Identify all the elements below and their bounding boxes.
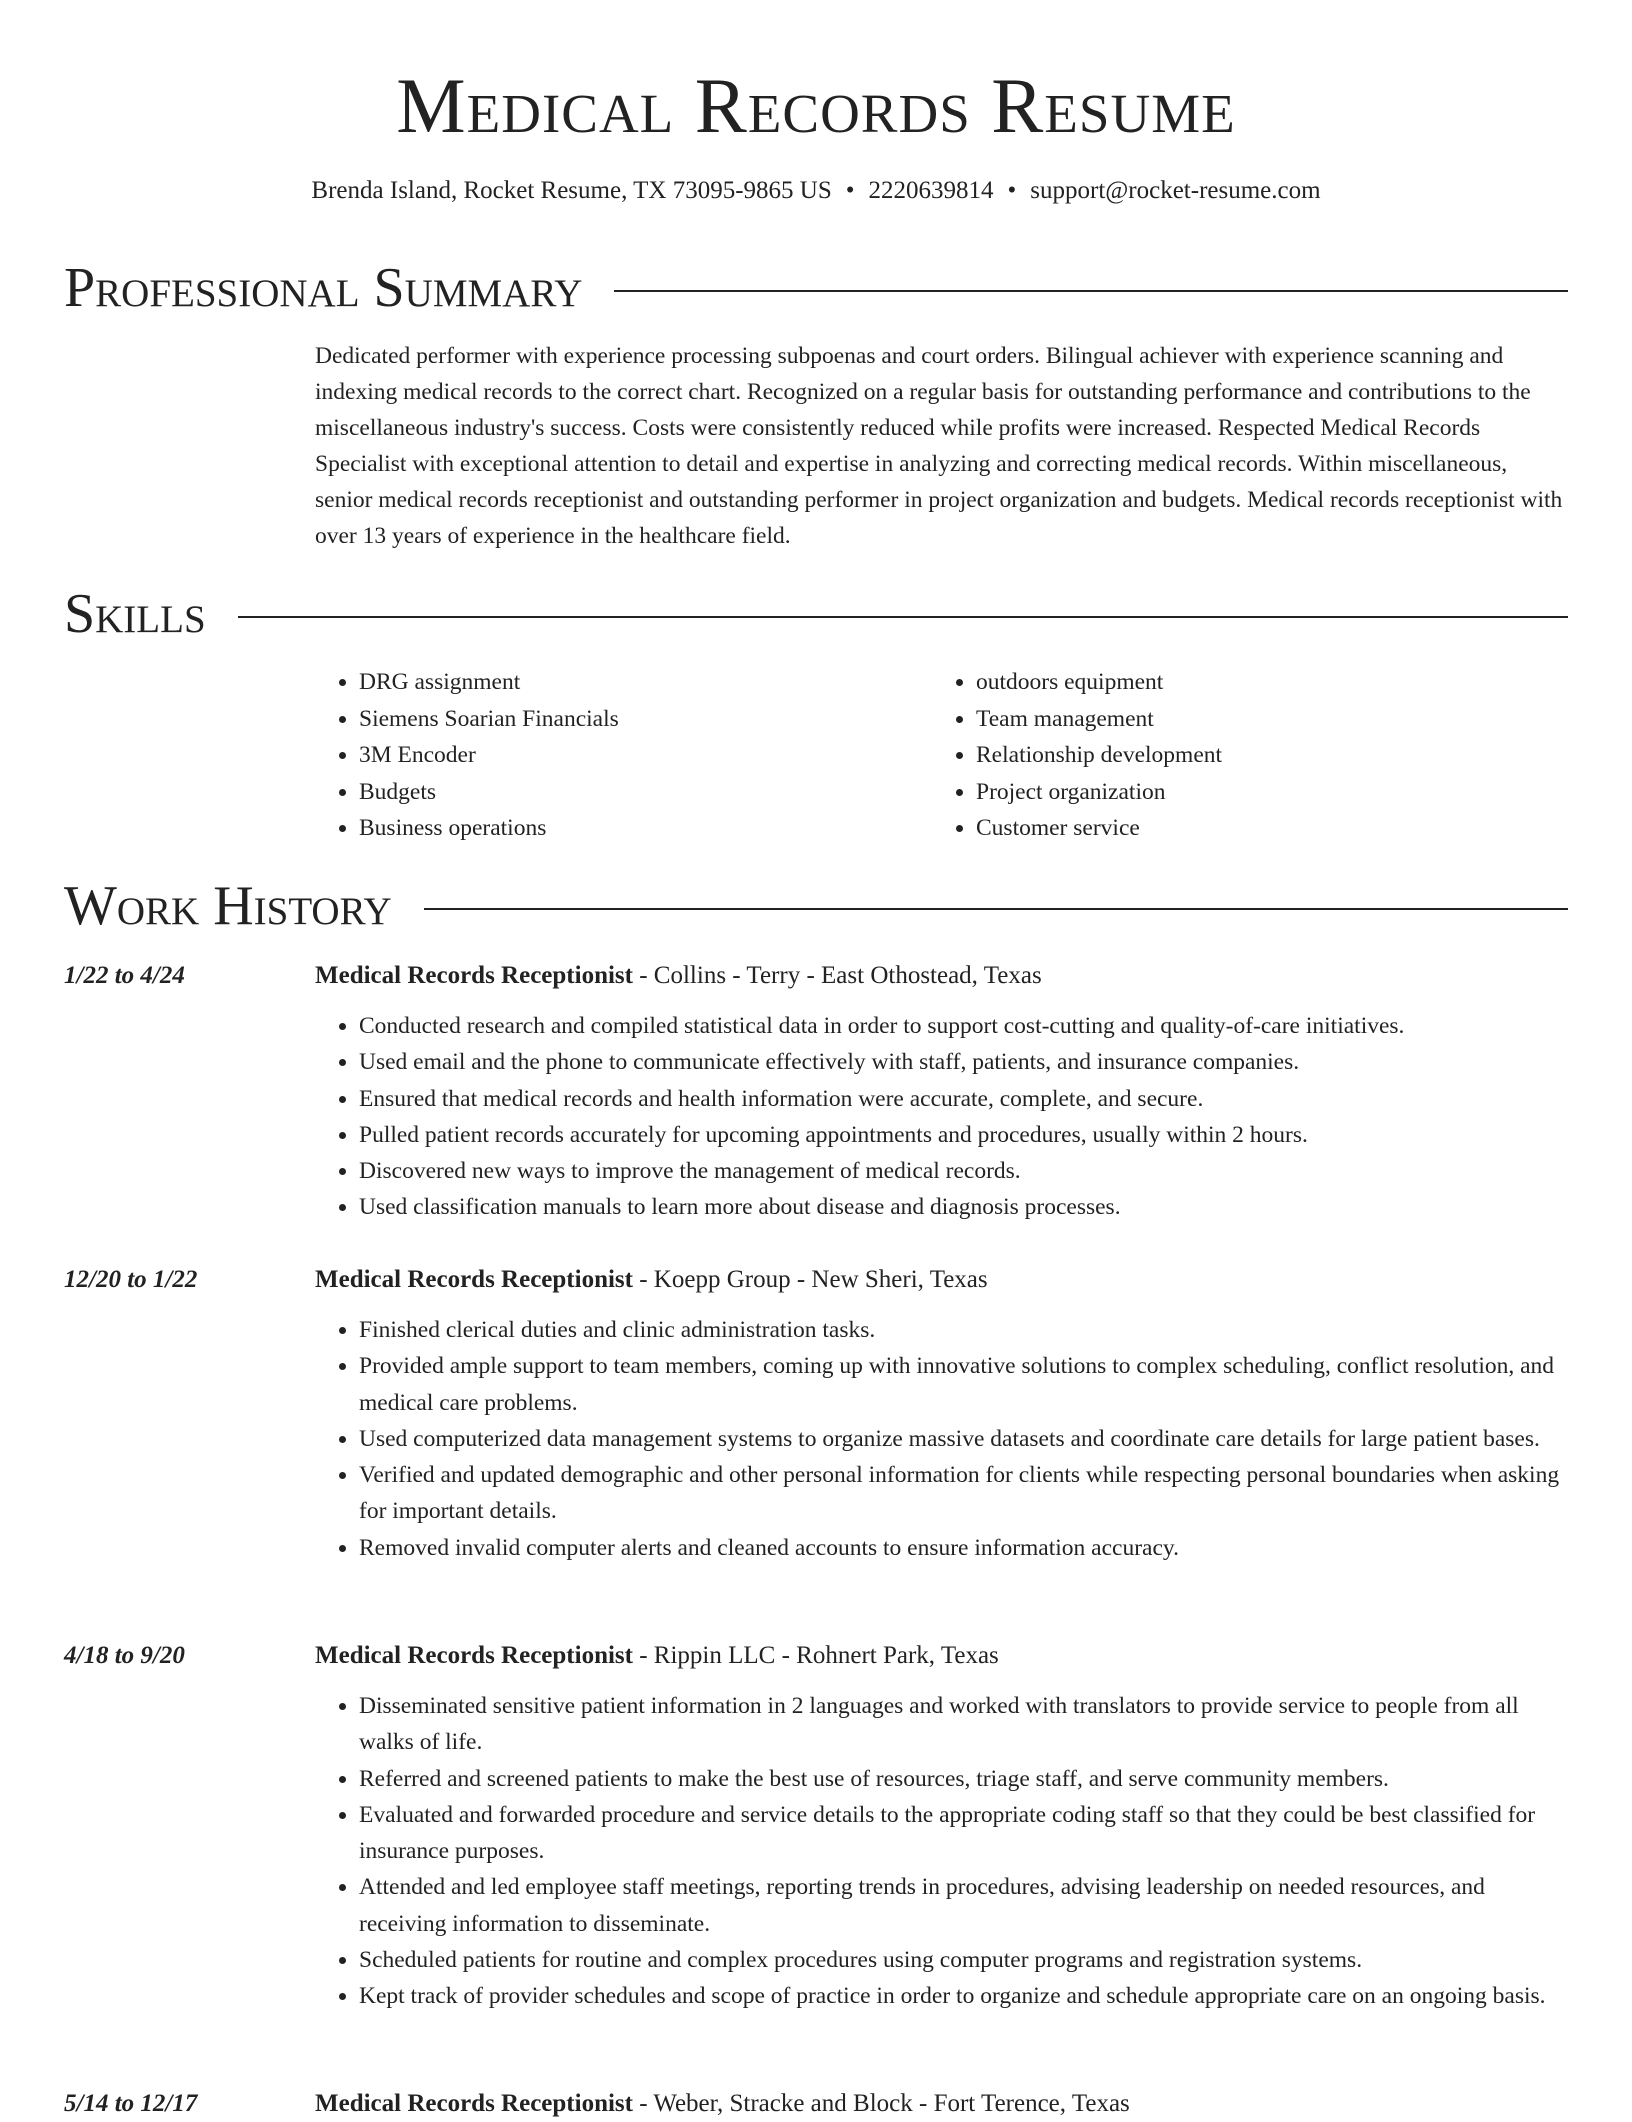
- contact-separator: •: [1007, 177, 1017, 204]
- skill-item: • Budgets: [359, 774, 932, 811]
- section-divider: [614, 290, 1568, 292]
- section-divider: [238, 616, 1568, 618]
- job-bullet: • Ensured that medical records and health information were accurate, complete, and secure.: [359, 1081, 1568, 1117]
- skill-item: • Project organization: [976, 774, 1549, 811]
- skill-item: • Business operations: [359, 810, 932, 847]
- job-employer: - Koepp Group - New Sheri, Texas: [632, 1266, 988, 1293]
- job-dates: 4/18 to 9/20: [64, 1642, 185, 1669]
- job-bullet: • Used computerized data management systems to organize massive datasets and coordinate care details for large patient bases.: [359, 1421, 1568, 1457]
- job-role: Medical Records Receptionist: [315, 1266, 633, 1293]
- job-title-line: [315, 1638, 1568, 1674]
- skill-item: • Team management: [976, 701, 1549, 738]
- section-divider: [424, 908, 1568, 910]
- job-bullet: • Removed invalid computer alerts and cleaned accounts to ensure information accuracy.: [359, 1530, 1568, 1566]
- skill-item: • outdoors equipment: [976, 664, 1549, 701]
- job-dates: 1/22 to 4/24: [64, 962, 185, 989]
- skills-section-header: [64, 582, 1568, 646]
- skill-item: • 3M Encoder: [359, 737, 932, 774]
- job-employer: - Weber, Stracke and Block - Fort Terence, Texas: [632, 2090, 1130, 2117]
- job-bullet: • Discovered new ways to improve the management of medical records.: [359, 1153, 1568, 1189]
- job-bullet: • Evaluated and forwarded procedure and service details to the appropriate coding staff so that they could be best classified for insurance purposes.: [359, 1797, 1568, 1870]
- contact-address: Brenda Island, Rocket Resume, TX 73095-9865 US: [311, 177, 832, 204]
- skills-column-left: [315, 664, 932, 847]
- job-bullet-list: [315, 1688, 1568, 2015]
- resume-title: Medical Records Resume: [396, 62, 1236, 149]
- job-bullet: • Attended and led employee staff meetings, reporting trends in procedures, advising leadership on needed resources, and receiving information to disseminate.: [359, 1869, 1568, 1942]
- job-title-line: [315, 1262, 1568, 1298]
- job-bullet: • Pulled patient records accurately for upcoming appointments and procedures, usually within 2 hours.: [359, 1117, 1568, 1153]
- job-bullet-list: [315, 1008, 1568, 1226]
- contact-email: support@rocket-resume.com: [1030, 177, 1321, 204]
- job-bullet: • Kept track of provider schedules and scope of practice in order to organize and schedule appropriate care on an ongoing basis.: [359, 1978, 1568, 2014]
- job-bullet: • Conducted research and compiled statistical data in order to support cost-cutting and quality-of-care initiatives.: [359, 1008, 1568, 1044]
- job-bullet: • Verified and updated demographic and other personal information for clients while respecting personal boundaries when asking for important details.: [359, 1457, 1568, 1530]
- work-section-header: [64, 874, 1568, 938]
- job-role: Medical Records Receptionist: [315, 2090, 633, 2117]
- job-role: Medical Records Receptionist: [315, 1642, 633, 1669]
- job-bullet: • Provided ample support to team members, coming up with innovative solutions to complex scheduling, conflict resolution, and medical care problems.: [359, 1348, 1568, 1421]
- contact-line: [0, 174, 1632, 208]
- job-dates: 12/20 to 1/22: [64, 1266, 198, 1293]
- skills-heading: Skills: [64, 583, 206, 645]
- job-bullet: • Referred and screened patients to make the best use of resources, triage staff, and serve community members.: [359, 1761, 1568, 1797]
- job-dates: 5/14 to 12/17: [64, 2090, 198, 2117]
- skill-item: • DRG assignment: [359, 664, 932, 701]
- job-employer: - Collins - Terry - East Othostead, Texas: [632, 962, 1042, 989]
- job-employer: - Rippin LLC - Rohnert Park, Texas: [632, 1642, 999, 1669]
- skill-item: • Siemens Soarian Financials: [359, 701, 932, 738]
- job-bullet: • Used email and the phone to communicate effectively with staff, patients, and insurance companies.: [359, 1044, 1568, 1080]
- skill-item: • Customer service: [976, 810, 1549, 847]
- job-bullet: • Finished clerical duties and clinic administration tasks.: [359, 1312, 1568, 1348]
- job-bullet: • Scheduled patients for routine and complex procedures using computer programs and registration systems.: [359, 1942, 1568, 1978]
- skills-column-right: [932, 664, 1549, 847]
- summary-text: Dedicated performer with experience processing subpoenas and court orders. Bilingual achiever with experience scanning and indexing medical records to the correct chart. Recognized on a regular basis for outstanding performance and contributions to the miscellaneous industry's success. Costs were consistently reduced while profits were increased. Respected Medical Records Specialist with exceptional attention to detail and expertise in analyzing and correcting medical records. Within miscellaneous, senior medical records receptionist and outstanding performer in project organization and budgets. Medical records receptionist with over 13 years of experience in the healthcare field.: [315, 343, 1563, 549]
- summary-section-header: [64, 256, 1568, 320]
- contact-phone: 2220639814: [868, 177, 994, 204]
- skills-list: [315, 664, 1568, 847]
- job-bullet: • Disseminated sensitive patient information in 2 languages and worked with translators to provide service to people from all walks of life.: [359, 1688, 1568, 1761]
- job-title-line: [315, 2086, 1568, 2122]
- job-title-line: [315, 958, 1568, 994]
- job-bullet-list: [315, 1312, 1568, 1566]
- summary-heading: Professional Summary: [64, 257, 583, 319]
- job-role: Medical Records Receptionist: [315, 962, 633, 989]
- skill-item: • Relationship development: [976, 737, 1549, 774]
- work-heading: Work History: [64, 875, 392, 937]
- job-bullet: • Used classification manuals to learn more about disease and diagnosis processes.: [359, 1189, 1568, 1225]
- contact-separator: •: [845, 177, 855, 204]
